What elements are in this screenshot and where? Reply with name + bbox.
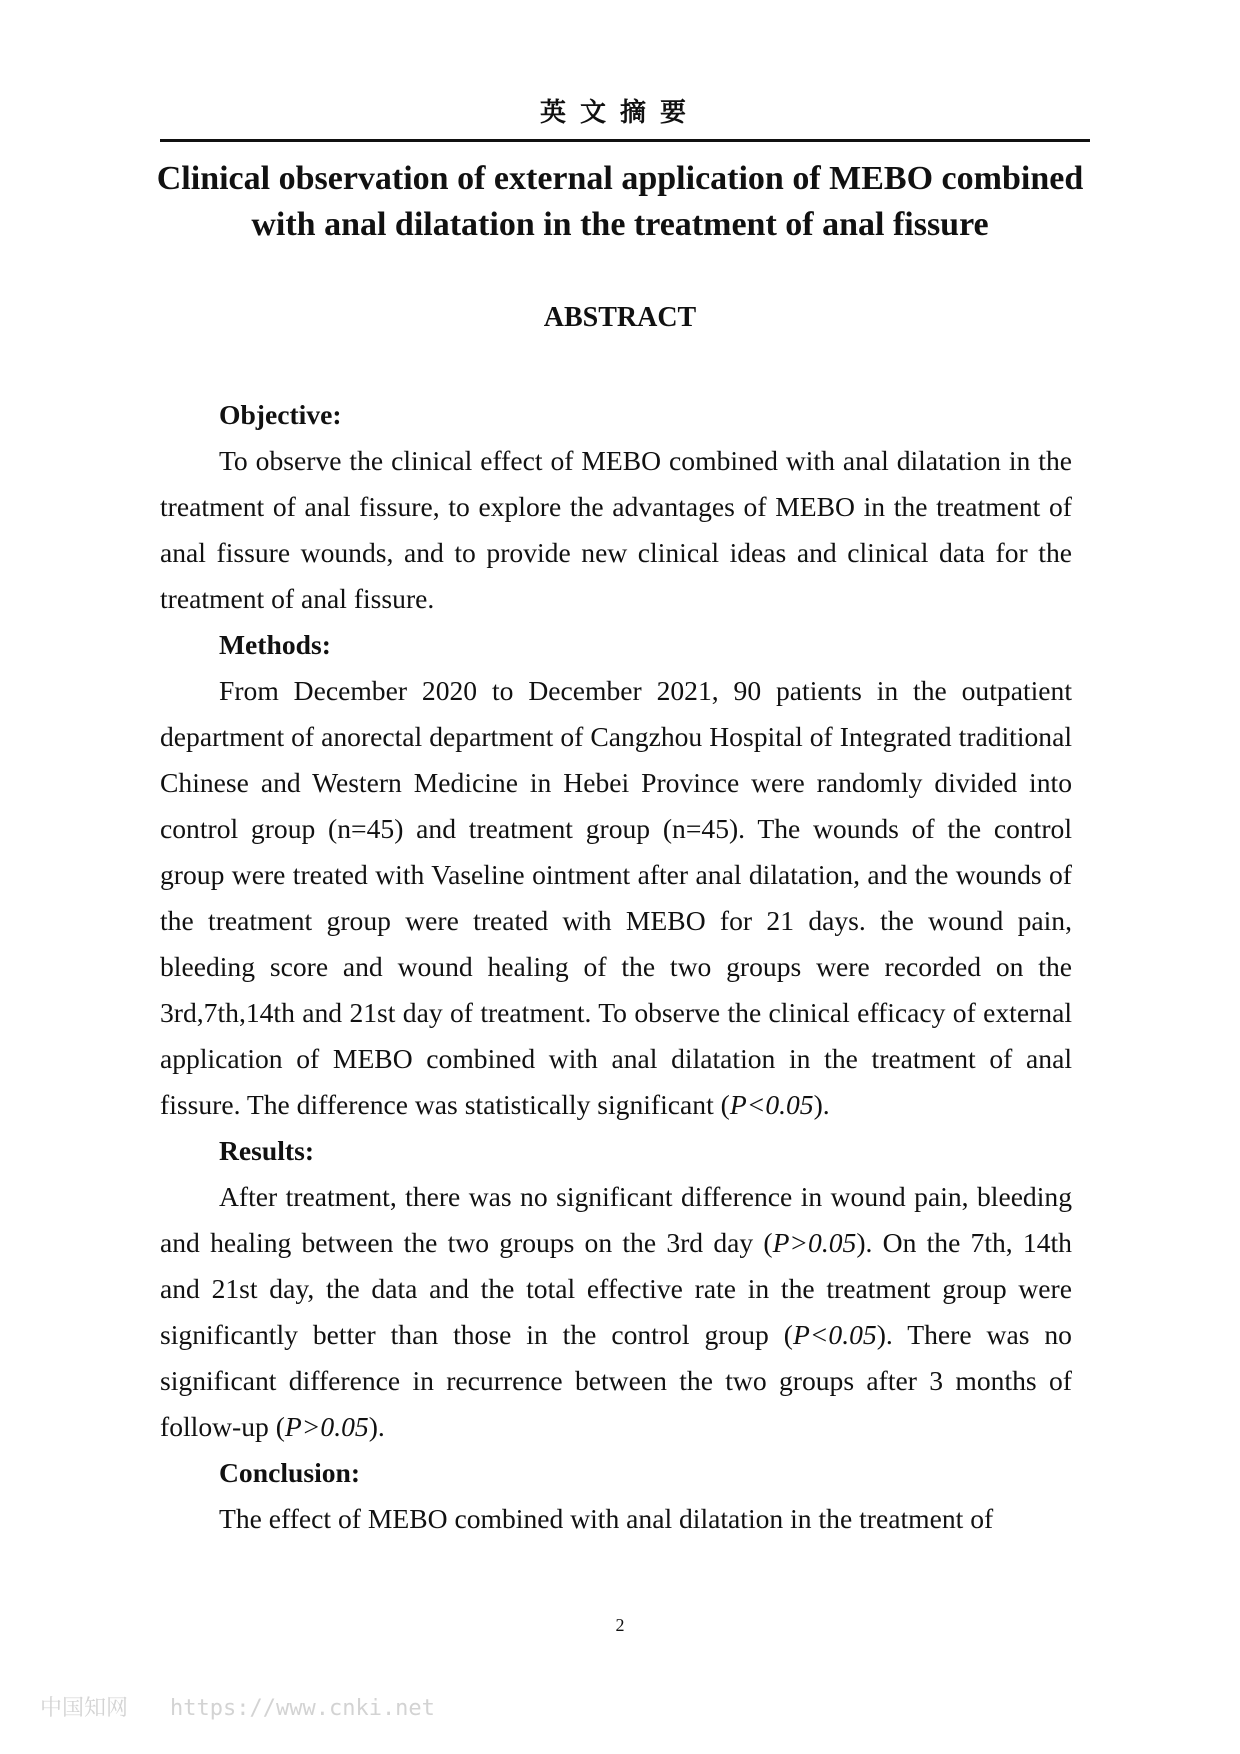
results-heading: Results:	[219, 1135, 315, 1166]
running-header: 英文摘要	[539, 98, 700, 128]
watermark-brand: 中国知网	[40, 1696, 129, 1721]
objective-paragraph: To observe the clinical effect of MEBO combined with anal dilatation in the treatment of anal fissure, to explore the advantages of MEBO in the treatment of anal fissure wounds, and to provide new clinical ideas and clinical data for the treatment of anal fissure.	[160, 445, 1072, 614]
conclusion-paragraph: The effect of MEBO combined with anal dilatation in the treatment of	[219, 1503, 994, 1534]
methods-heading: Methods:	[219, 629, 331, 660]
results-text-2: ). On the 7th, 14th and 21st day, the data and the total effective rate in the treatment group were significantly better than those in the control group (	[160, 1227, 1072, 1350]
methods-text: From December 2020 to December 2021, 90 patients in the outpatient department of anorectal department of Cangzhou Hospital of Integrated traditional Chinese and Western Medicine in Hebei Province were randomly divided into control group (n=45) and treatment group (n=45). The wounds of the control group were treated with Vaseline ointment after anal dilatation, and the wounds of the treatment group were treated with MEBO for 21 days. the wound pain, bleeding score and wound healing of the two groups were recorded on the 3rd,7th,14th and 21st day of treatment. To observe the clinical efficacy of external application of MEBO combined with anal dilatation in the treatment of anal fissure. The difference was statistically significant (	[160, 675, 1072, 1120]
page-number: 2	[615, 1615, 625, 1635]
results-paragraph	[160, 1174, 1072, 1450]
results-p-value-1: P>0.05	[772, 1227, 857, 1258]
header-rule	[160, 139, 1090, 142]
results-text-4: ).	[368, 1411, 385, 1442]
abstract-body	[160, 392, 1072, 1542]
watermark-url: https://www.cnki.net	[170, 1696, 435, 1721]
methods-text-end: ).	[813, 1089, 830, 1120]
objective-heading: Objective:	[219, 399, 342, 430]
results-text-1: After treatment, there was no significant difference in wound pain, bleeding and healing between the two groups on the 3rd day (	[160, 1181, 1072, 1258]
results-text-3: ). There was no significant difference in recurrence between the two groups after 3 months of follow-up (	[160, 1319, 1072, 1442]
conclusion-heading: Conclusion:	[219, 1457, 361, 1488]
methods-paragraph	[160, 668, 1072, 1128]
methods-p-value: P<0.05	[729, 1089, 814, 1120]
results-p-value-2: P<0.05	[792, 1319, 877, 1350]
watermark	[40, 1695, 435, 1723]
abstract-heading: ABSTRACT	[543, 302, 697, 333]
paper-title: Clinical observation of external application of MEBO combined with anal dilatation in the treatment of anal fissure	[156, 160, 1084, 243]
results-p-value-3: P>0.05	[284, 1411, 369, 1442]
